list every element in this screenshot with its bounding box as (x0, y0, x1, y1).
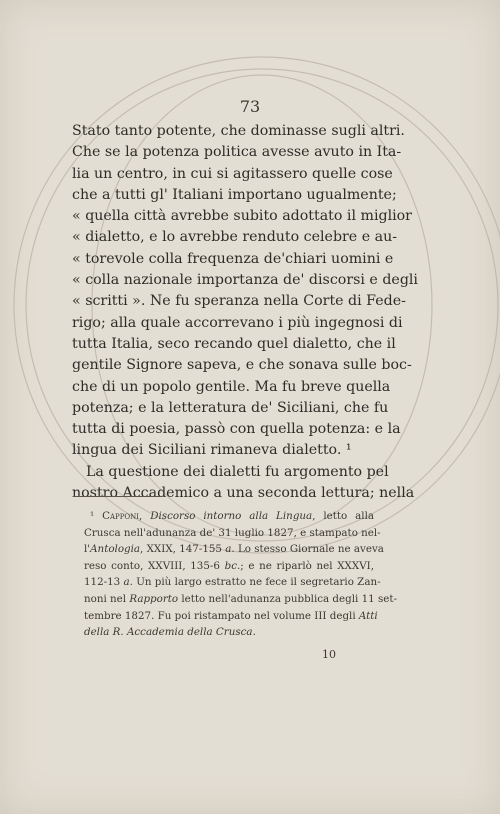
text-line: potenza; e la letteratura de' Siciliani, che fu (72, 399, 389, 416)
footnote-line: ¹ Capponi, Discorso intorno alla Lingua, letto alla (90, 510, 375, 522)
text-line: Che se la potenza politica avesse avuto in Ita- (72, 144, 402, 161)
footnote-marker: ¹ (90, 510, 95, 522)
main-text (72, 121, 418, 504)
text-line: Stato tanto potente, che dominasse sugli altri. (72, 123, 405, 139)
text-line: « colla nazionale importanza de' discorsi e degli (72, 272, 418, 289)
text-line: « quella città avrebbe subito adottato il miglior (72, 208, 412, 225)
text-line: tutta di poesia, passò con quella potenza: e la (72, 421, 401, 438)
footnote-line: noni nel Rapporto letto nell'adunanza pubblica degli 11 set- (84, 592, 397, 605)
text-line: « torevole colla frequenza de'chiari uomini e (72, 250, 394, 267)
footnote-rule (73, 496, 161, 497)
text-line: lia un centro, in cui si agitassero quelle cose (72, 165, 393, 182)
text-line: « dialetto, e lo avrebbe renduto celebre e au- (72, 229, 398, 246)
footnote-line: 112-13 a. Un più largo estratto ne fece il segretario Zan- (84, 576, 381, 589)
footnote-line: Crusca nell'adunanza de' 31 luglio 1827, e stampato nel- (84, 526, 381, 539)
footnote-author: Capponi (102, 510, 140, 522)
footnote-line: della R. Accademia della Crusca. (84, 626, 256, 639)
footnote-line: l'Antologia, XXIX, 147-155 a. Lo stesso Giornale ne aveva (84, 543, 384, 556)
text-line: che a tutti gl' Italiani importano ugualmente; (72, 186, 397, 203)
signature-mark: 10 (322, 648, 336, 661)
footnote-line: reso conto, XXVIII, 135-6 bc.; e ne riparlò nel XXXVI, (84, 559, 374, 572)
text-line: rigo; alla quale accorrevano i più ingegnosi di (72, 314, 403, 331)
text-line: La questione dei dialetti fu argomento pel (86, 463, 389, 480)
footnote-line: tembre 1827. Fu poi ristampato nel volume III degli Atti (84, 609, 378, 622)
footnote-title: Discorso intorno alla Lingua (150, 510, 313, 522)
text-line: che di un popolo gentile. Ma fu breve quella (72, 378, 391, 395)
text-line: « scritti ». Ne fu speranza nella Corte di Fede- (72, 293, 406, 310)
text-line: gentile Signore sapeva, e che sonava sulle boc- (72, 357, 412, 374)
text-line: nostro Accademico a una seconda lettura; nella (72, 485, 415, 502)
page-number: 73 (239, 97, 261, 116)
footnote (84, 508, 397, 641)
text-line: lingua dei Siciliani rimaneva dialetto. ¹ (72, 442, 352, 459)
text-line: tutta Italia, seco recando quel dialetto, che il (72, 335, 396, 352)
